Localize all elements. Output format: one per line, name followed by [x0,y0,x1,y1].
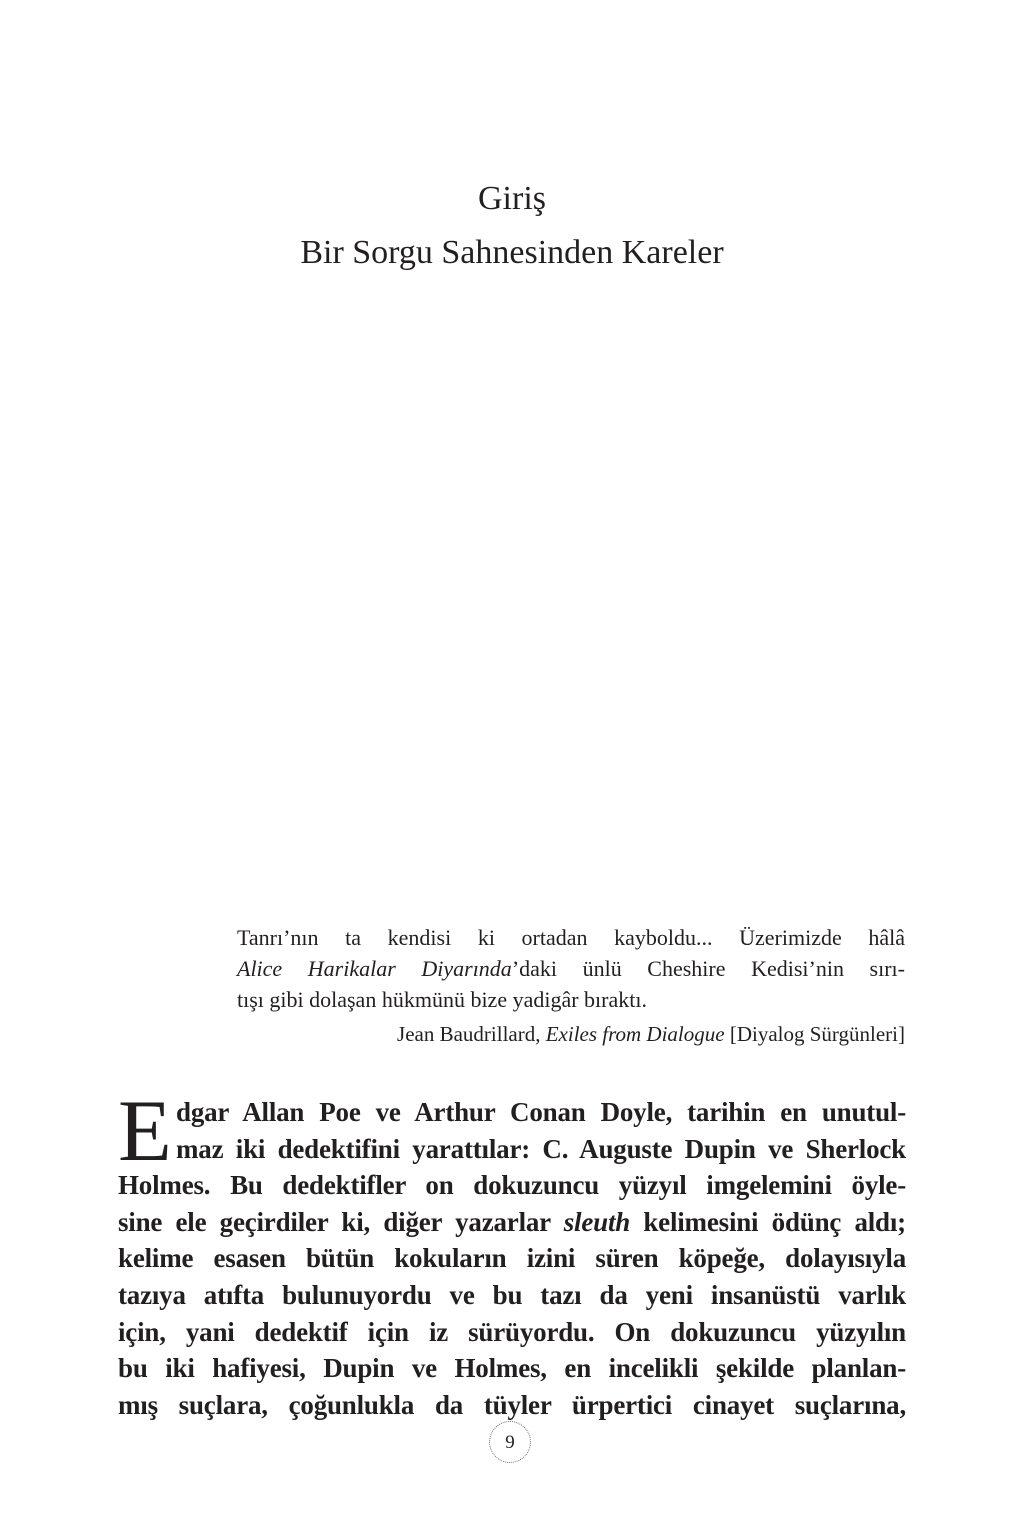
drop-cap: E [118,1083,172,1180]
chapter-heading [0,172,1024,280]
page-number-badge [489,1421,531,1463]
epigraph-line [237,953,905,984]
body-line: için, yani dedektif için iz sürüyordu. On dokuzuncu yüzyılın [118,1316,906,1347]
epigraph-line: Tanrı’nın ta kendisi ki ortadan kayboldu... Üzerimizde hâlâ [237,925,905,950]
chapter-label: Giriş [478,180,546,217]
body-line: maz iki dedektifini yarattılar: C. Auguste Dupin ve Sherlock [176,1133,906,1164]
epigraph-attribution [237,1019,905,1049]
epigraph-book-title: Alice Harikalar Diyarında [237,956,512,981]
body-line-part: kelimesini ödünç aldı; [643,1206,906,1237]
body-line: Holmes. Bu dedektifler on dokuzuncu yüzyıl imgelemini öyle- [118,1170,906,1201]
attribution-author: Jean Baudrillard, [397,1022,541,1046]
page-number: 9 [505,1431,515,1453]
body-line [118,1204,906,1241]
body-line: kelime esasen bütün kokuların izini süren köpeğe, dolayısıyla [118,1243,906,1274]
body-line: dgar Allan Poe ve Arthur Conan Doyle, tarihin en unutul- [176,1097,906,1127]
body-line: tazıya atıfta bulunuyordu ve bu tazı da yeni insanüstü varlık [118,1279,906,1310]
epigraph-line: tışı gibi dolaşan hükmünü bize yadigâr bıraktı. [237,987,647,1012]
epigraph-line-rest: ’daki ünlü Cheshire Kedisi’nin sırı- [511,956,905,981]
body-line: mış suçlara, çoğunlukla da tüyler ürpertici cinayet suçlarına, [118,1389,906,1420]
attribution-translation: [Diyalog Sürgünleri] [729,1022,905,1046]
chapter-title: Bir Sorgu Sahnesinden Kareler [300,234,724,271]
body-line: bu iki hafiyesi, Dupin ve Holmes, en incelikli şekilde planlan- [118,1353,906,1384]
italic-term: sleuth [563,1206,631,1237]
epigraph [237,922,905,1049]
attribution-work: Exiles from Dialogue [545,1022,725,1046]
body-paragraph [118,1083,906,1423]
body-line-part: sine ele geçirdiler ki, diğer yazarlar [118,1206,551,1237]
